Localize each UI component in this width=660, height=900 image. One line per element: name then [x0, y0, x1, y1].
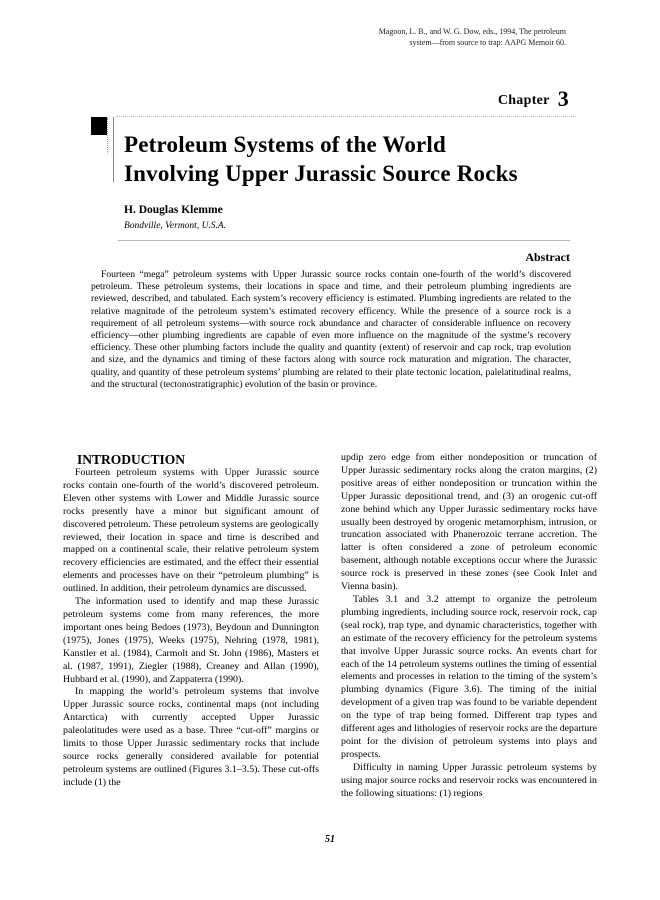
paragraph: Tables 3.1 and 3.2 attempt to organize the petroleum plumbing ingredients, including source rock, reservoir rock, cap (seal rock), trap type, and dynamic characteristics, together with an estimate of the recovery efficiency for the petroleum systems that involve Upper Jurassic source rocks. An events chart for each of the 14 petroleum systems outlines the timing of essential elements and processes in relation to the timing of the system’s plumbing dynamics (Figure 3.6). The timing of the initial development of a given trap was found to be variable dependent on the type of trap being formed. Different trap types and different ages and lithologies of reservoir rocks are the departure point for the division of petroleum systems into plays and prospects.: [341, 593, 597, 760]
abstract-text: Fourteen “mega” petroleum systems with Upper Jurassic source rocks contain one-fourth of the world’s discovered petroleum. These petroleum systems, their locations in space and time, and their petroleum plumbing ingredients are reviewed, described, and tabulated. Each system’s recovery efficiency is estimated. Plumbing ingredients are related to the relative magnitude of the petroleum system’s estimated recovery efficency. While the presence of a source rock is a requirement of all petroleum systems—with source rock abundance and character of considerable influence on recovery efficiency—other plumbing ingredients are capable of even more influence on the magnitude of the systme’s recovery efficiency. These other plumbing factors include the quality and quantity (extent) of reservoir and cap rock, trap evolution and size, and the dynamics and timing of these factors along with source rock maturation and migration. The character, quality, and quantity of these petroleum systems’ plumbing are related to their plate tectonic location, palelatitudinal realms, and the structural (tectonostratigraphic) evolution of the basin or province.: [91, 269, 571, 390]
paragraph: Difficulty in naming Upper Jurassic petroleum systems by using major source rocks and reservoir rocks was encountered in the following situations: (1) regions: [341, 761, 597, 799]
chapter-number: 3: [557, 86, 569, 111]
page-number: 51: [325, 834, 335, 845]
section-heading: INTRODUCTION: [77, 452, 186, 467]
paragraph: Fourteen petroleum systems with Upper Jurassic source rocks contain one-fourth of the world’s discovered petroleum. Eleven other systems with Lower and Middle Jurassic source rocks presently have a minor but significant amount of discovered petroleum. These petroleum systems are geologically reviewed, their location in space and time is described and mapped on a continental scale, their relative petroleum system recovery efficiencies are estimated, and the effect their essential elements and processes have on their “petroleum plumbing” is outlined. In addition, their petroleum dynamics are discussed.: [63, 467, 319, 595]
paragraph: In mapping the world’s petroleum systems that involve Upper Jurassic source rocks, continental maps (not including Antarctica) with currently accepted Upper Jurassic paleolatitudes were used as a base. Three “cut-off” margins or limits to those Upper Jurassic sedimentary rocks that include source rocks generally considered available for potential petroleum systems are outlined (Figures 3.1–3.5). These cut-offs include (1) the: [63, 686, 319, 788]
header-divider: [118, 240, 570, 241]
chapter-label: Chapter: [497, 93, 550, 108]
title-line-1: Petroleum Systems of the World: [124, 132, 447, 157]
author-affiliation: Bondville, Vermont, U.S.A.: [124, 221, 227, 231]
paper-title: [124, 130, 584, 188]
chapter-marker-block: [91, 117, 107, 135]
right-column: [341, 452, 597, 800]
title-vertical-rule: [113, 117, 114, 182]
paragraph: The information used to identify and map these Jurassic petroleum systems come from many references, the more important ones being Bedoes (1973), Beydoun and Dunnington (1975), Jones (1975), Weeks (1975), Nehring (1978, 1981), Kanstler et al. (1984), Carmolt and St. John (1986), Masters et al. (1987, 1991), Ziegler (1988), Creaney and Allan (1990), Hubbard et al. (1990), and Zappaterra (1990).: [63, 596, 319, 685]
chapter-heading: [498, 86, 569, 112]
left-column: [63, 452, 319, 790]
author-name: H. Douglas Klemme: [124, 204, 223, 216]
citation: [266, 26, 566, 48]
abstract-heading: Abstract: [525, 250, 570, 264]
top-dotted-rule: [116, 116, 576, 117]
paragraph: updip zero edge from either nondeposition or truncation of Upper Jurassic sedimentary rocks along the craton margins, (2) positive areas of either nondeposition or truncation within the Upper Jurassic depositional trend, and (3) an orogenic cut-off zone behind which any Upper Jurassic sedimentary rocks have usually been destroyed by orogenic metamorphism, intrusion, or truncation associated with Phanerozoic terrane accretion. The latter is often considered a zone of petroleum economic basement, although notable exceptions occur where the Jurassic source rock is preserved in these zones (see Cook Inlet and Vienna basin).: [341, 452, 597, 593]
title-line-2: Involving Upper Jurassic Source Rocks: [124, 161, 518, 186]
citation-line-1: Magoon, L. B., and W. G. Dow, eds., 1994, The petroleum: [378, 27, 566, 36]
citation-line-2: system—from source to trap: AAPG Memoir 60.: [409, 38, 566, 47]
